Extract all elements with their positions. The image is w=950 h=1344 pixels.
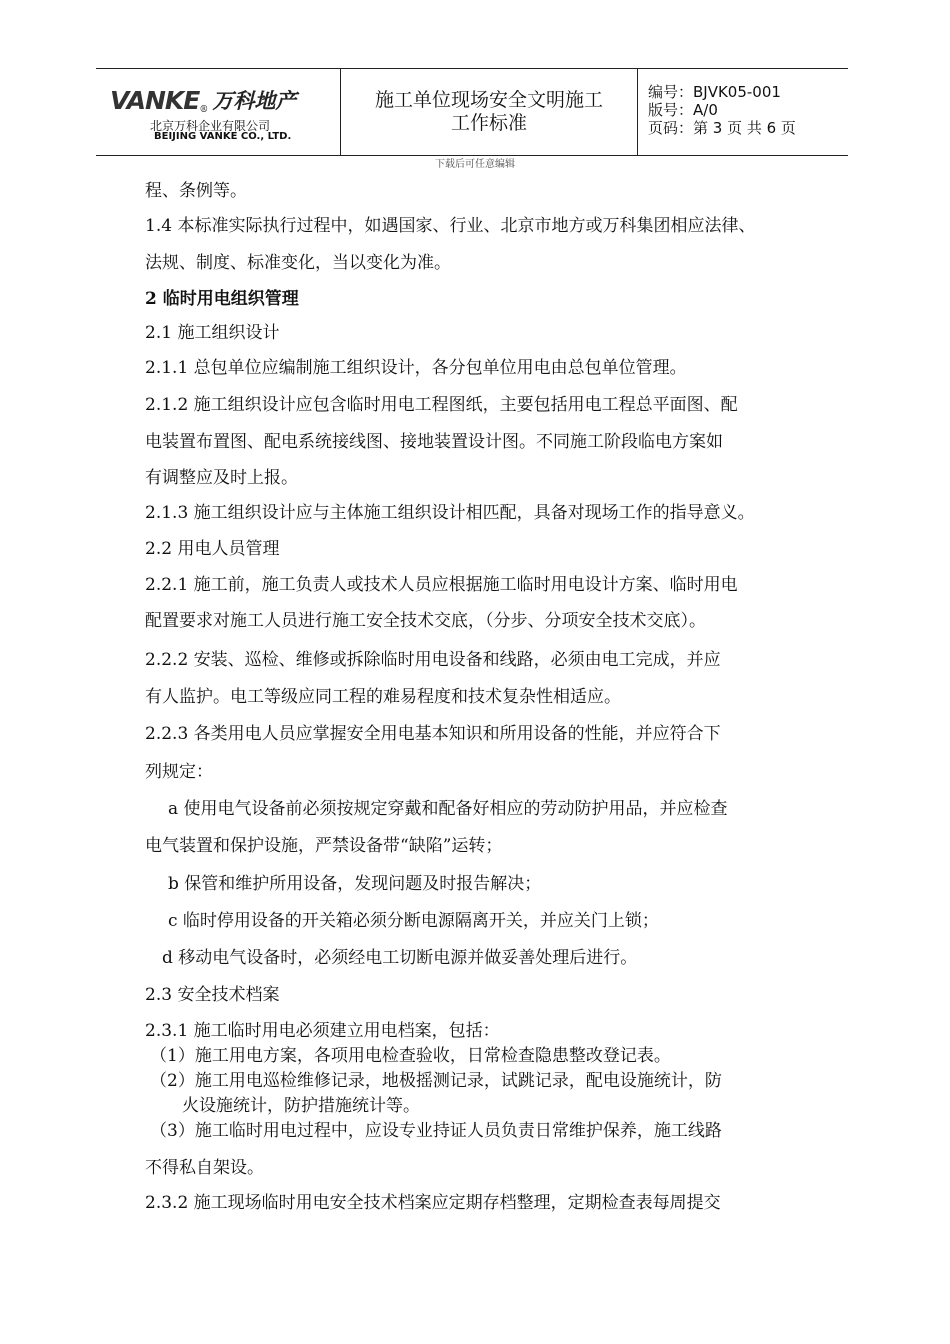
document-title	[341, 69, 638, 155]
logo-cell	[96, 69, 341, 155]
body-line: 有人监护。电工等级应同工程的难易程度和技术复杂性相适应。	[145, 687, 621, 707]
title-line-1: 施工单位现场安全文明施工	[374, 89, 603, 111]
body-line: 2.2.2 安装、巡检、维修或拆除临时用电设备和线路，必须由电工完成，并应	[145, 650, 721, 670]
list-item: d 移动电气设备时，必须经电工切断电源并做妥善处理后进行。	[162, 948, 638, 968]
body-line: 配置要求对施工人员进行施工安全技术交底，（分步、分项安全技术交底）。	[145, 611, 706, 631]
body-line: 2.3.2 施工现场临时用电安全技术档案应定期存档整理，定期检查表每周提交	[145, 1193, 721, 1213]
list-item: a 使用电气设备前必须按规定穿戴和配备好相应的劳动防护用品，并应检查	[168, 799, 728, 819]
subsection-heading: 2.1 施工组织设计	[145, 323, 280, 343]
list-item: c 临时停用设备的开关箱必须分断电源隔离开关，并应关门上锁；	[168, 911, 659, 931]
page-number: 页码：第 3 页 共 6 页	[648, 119, 796, 137]
logo-text-en: VANKE	[110, 86, 200, 115]
body-line: 法规、制度、标准变化，当以变化为准。	[145, 253, 451, 273]
body-line: 电气装置和保护设施，严禁设备带“缺陷”运转；	[145, 836, 503, 856]
company-name-en: BEIJING VANKE CO., LTD.	[154, 131, 292, 142]
document-code: 编号：BJVK05-001	[648, 83, 781, 101]
list-item: b 保管和维护所用设备，发现问题及时报告解决；	[168, 874, 542, 894]
body-line: 2.1.3 施工组织设计应与主体施工组织设计相匹配，具备对现场工作的指导意义。	[145, 503, 755, 523]
list-item: 火设施统计，防护措施统计等。	[182, 1096, 420, 1116]
document-header	[96, 68, 848, 156]
body-line: 2.1.2 施工组织设计应包含临时用电工程图纸，主要包括用电工程总平面图、配	[145, 395, 738, 415]
section-heading: 2 临时用电组织管理	[145, 289, 299, 309]
edit-note: 下载后可任意编辑	[435, 159, 515, 170]
list-item: （2）施工用电巡检维修记录，地极摇测记录，试跳记录，配电设施统计，防	[150, 1071, 722, 1091]
body-line: 有调整应及时上报。	[145, 468, 298, 488]
document-version: 版号：A/0	[648, 101, 718, 119]
vanke-logo: VANKE ® 万科地产	[110, 86, 297, 115]
company-name-cn: 北京万科企业有限公司	[150, 119, 271, 133]
list-item: （3）施工临时用电过程中，应设专业持证人员负责日常维护保养，施工线路	[150, 1121, 722, 1141]
subsection-heading: 2.2 用电人员管理	[145, 539, 280, 559]
body-line: 1.4 本标准实际执行过程中，如遇国家、行业、北京市地方或万科集团相应法律、	[145, 216, 756, 236]
logo-text-cn: 万科地产	[212, 89, 297, 113]
body-line: 2.1.1 总包单位应编制施工组织设计，各分包单位用电由总包单位管理。	[145, 358, 687, 378]
body-line: 程、条例等。	[145, 181, 247, 201]
body-line: 不得私自架设。	[145, 1158, 264, 1178]
body-line: 2.2.3 各类用电人员应掌握安全用电基本知识和所用设备的性能，并应符合下	[145, 724, 721, 744]
body-line: 列规定：	[145, 762, 213, 782]
list-item: （1）施工用电方案，各项用电检查验收，日常检查隐患整改登记表。	[150, 1046, 671, 1066]
body-line: 2.3.1 施工临时用电必须建立用电档案，包括：	[145, 1021, 500, 1041]
body-line: 电装置布置图、配电系统接线图、接地装置设计图。不同施工阶段临电方案如	[145, 432, 723, 452]
document-info	[648, 83, 796, 137]
body-line: 2.2.1 施工前，施工负责人或技术人员应根据施工临时用电设计方案、临时用电	[145, 575, 738, 595]
title-line-2: 工作标准	[450, 112, 527, 134]
subsection-heading: 2.3 安全技术档案	[145, 985, 280, 1005]
